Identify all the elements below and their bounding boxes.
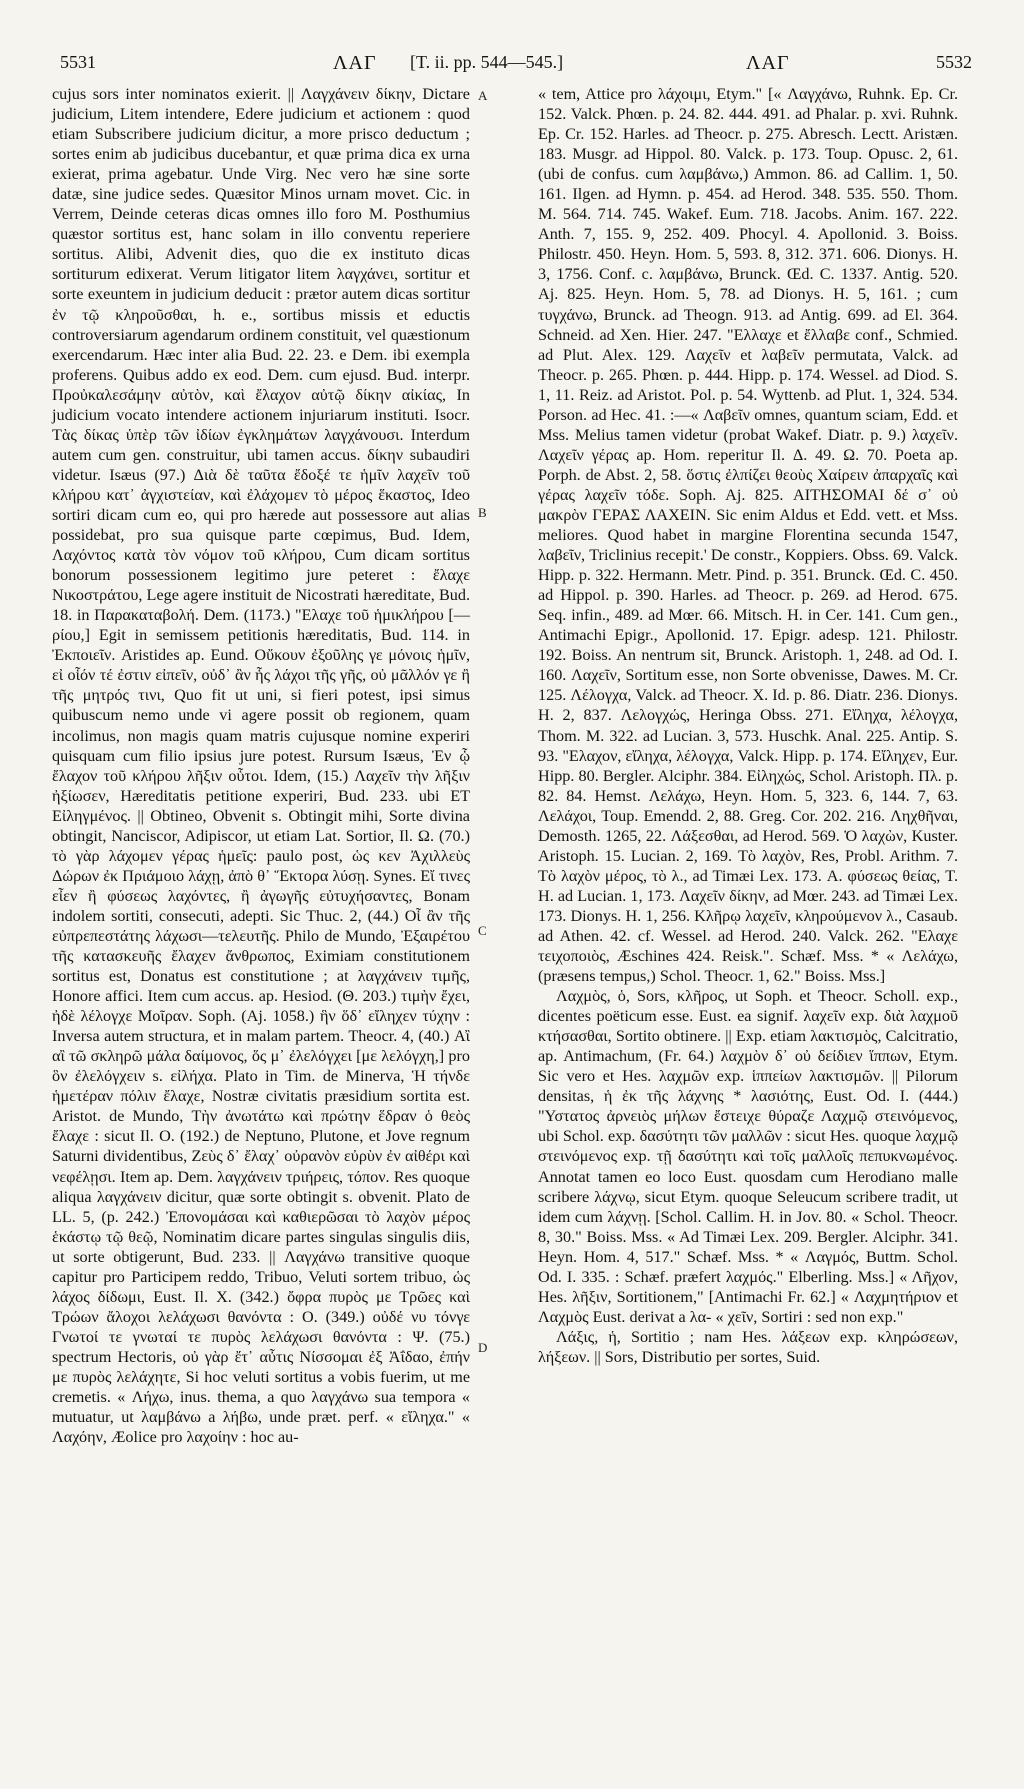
running-headword-right: ΛΑΓ	[746, 52, 790, 74]
page-header	[60, 52, 972, 82]
section-marker-c: C	[478, 923, 487, 938]
section-marker-d: D	[478, 1340, 488, 1355]
right-column-paragraph: « tem, Attice pro λάχοιμι, Etym." [« Λαγχάνω, Ruhnk. Ep. Cr. 152. Valck. Phœn. p. 24. 82. 444. 491. ad Phalar. p. xvi. Ruhnk. Ep. Cr. 152. Harles. ad Theocr. p. 275. Abresch. Lectt. Aristæn. 183. Musgr. ad Hippol. 80. Valck. p. 173. Toup. Opusc. 2, 61. (ubi de confus. cum λαμβάνω,) Ammon. 86. ad Callim. 1, 50. 161. Ilgen. ad Hymn. p. 454. ad Herod. 348. 535. 550. Thom. M. 564. 714. 745. Wakef. Eum. 718. Jacobs. Anim. 167. 222. Anth. 7, 155. 9, 252. 409. Phocyl. 4. Apollonid. 3. Boiss. Philostr. 450. Heyn. Hom. 5, 593. 8, 312. 371. 606. Dionys. H. 3, 1756. Conf. c. λαμβάνω, Brunck. Œd. C. 1337. Antig. 520. Aj. 825. Heyn. Hom. 5, 78. ad Dionys. H. 5, 161. ; cum τυγχάνω, Brunck. ad Theogn. 913. ad Antig. 699. ad El. 364. Schneid. ad Xen. Hier. 247. "Ελλαχε et ἔλλαβε conf., Schmied. ad Plut. Alex. 129. Λαχεῖν et λαβεῖν permutata, Valck. ad Theocr. p. 265. Phœn. p. 444. Hipp. p. 174. Wessel. ad Diod. S. 1, 11. Reiz. ad Aristot. Pol. p. 54. Wyttenb. ad Plut. 1, 324. 534. Porson. ad Hec. 41. :—« Λαβεῖν omnes, quantum sciam, Edd. et Mss. Melius tamen videtur (probat Wakef. Diatr. p. 9.) λαχεῖν. Λαχεῖν γέρας ap. Hom. reperitur Il. Δ. 49. Ω. 70. Poeta ap. Porph. de Abst. 2, 58. ὅστις ἐλπίζει θεοὺς Χαίρειν ἀπαρχαῖς καὶ γέρας λαχεῖν τόδε. Soph. Aj. 825. ΑΙΤΗΣΟΜΑΙ δέ σ᾽ οὐ μακρὸν ΓΕΡΑΣ ΛΑΧΕΙΝ. Sic enim Aldus et Edd. vett. et Mss. meliores. Quod habet in margine Florentina secunda 1547, λαβεῖν, Triclinius recepit.' De constr., Koppiers. Obss. 69. Valck. Hipp. p. 322. Hermann. Metr. Pind. p. 351. Brunck. Œd. C. 450. ad Hippol. p. 390. Harles. ad Theocr. p. 269. ad Herod. 675. Seq. infin., 489. ad Mœr. 66. Mitsch. H. in Cer. 141. Cum gen., Antimachi Epigr., Apollonid. 17. Epigr. adesp. 121. Philostr. 192. Boiss. An nentrum sit, Brunck. Aristoph. 1, 248. ad Od. I. 160. Λαχεῖν, Sortitum esse, non Sorte obvenisse, Dawes. M. Cr. 125. Λέλογχα, Valck. ad Theocr. X. Id. p. 86. Diatr. 236. Dionys. H. 2, 837. Λελογχώς, Heringa Obss. 271. Εἴληχα, λέλογχα, Thom. M. 322. ad Lucian. 3, 573. Huschk. Anal. 225. Antip. S. 93. "Ελαχον, εἴληχα, λέλογχα, Valck. Hipp. p. 174. Εἴληχεν, Eur. Hipp. 80. Bergler. Alciphr. 384. Εἰληχώς, Schol. Aristoph. Πλ. p. 82. 84. Hemst. Λελάχω, Heyn. Hom. 5, 323. 6, 144. 7, 63. Λελάχοι, Toup. Emendd. 2, 88. Greg. Cor. 202. 216. Ληχθῆναι, Demosth. 1265, 22. Λάξεσθαι, ad Herod. 569. Ὁ λαχὼν, Kuster. Aristoph. 15. Lucian. 2, 169. Τὸ λαχὸν, Res, Probl. Arithm. 7. Τὸ λαχὸν μέρος, τὸ λ., ad Timæi Lex. 173. Α. φύσεως θείας, T. H. ad Lucian. 1, 173. Λαχεῖν δίκην, ad Mœr. 243. ad Timæi Lex. 173. Dionys. H. 1, 256. Κλῆρῳ λαχεῖν, κληρούμενον λ., Casaub. ad Athen. 42. cf. Wessel. ad Herod. 240. Valck. 262. "Ελαχε τειχοποιὸς, Æschines 424. Reisk.". Schæf. Mss. * « Λελάχω, (præsens tempus,) Schol. Theocr. 1, 62." Boiss. Mss.]	[538, 85, 958, 986]
right-column-paragraph: Λάξις, ἡ, Sortitio ; nam Hes. λάξεων exp. κληρώσεων, λήξεων. || Sors, Distributio per sortes, Suid.	[538, 1327, 958, 1366]
page-number-right: 5532	[936, 52, 972, 72]
volume-reference: [T. ii. pp. 544—545.]	[410, 52, 564, 72]
left-column	[52, 84, 470, 1447]
left-column-text: cujus sors inter nominatos exierit. || Λαγχάνειν δίκην, Dictare judicium, Litem intendere, Edere judicium et actionem : quod etiam Subscribere judicium dicitur, a more prisco deductum ; sortes enim ab judicibus ducebantur, et quæ prima dica ex urna exierat, prima agebatur. Unde Virg. Nec vero hæ sine sorte datæ, sine judice sedes. Quæsitor Minos urnam movet. Cic. in Verrem, Deinde ceteras dicas omnes illo foro M. Posthumius quæstor sortitus est, hanc solam in illo conventu reperiere sortitus. Alibi, Advenit dies, quo die ex instituto dicas sortiturum edixerat. Verum litigator litem λαγχάνει, sortitur et sorte exeuntem in judicium deducit : prætor autem dicas sortitur ἐν τῷ κληροῦσθαι, h. e., sortibus missis et eductis controversiarum agendarum ordinem constituit, vel quæstionum exercendarum. Hæc inter alia Bud. 22. 23. e Dem. ibi exempla proferens. Quibus addo ex eod. Dem. cum ejusd. Bud. interpr. Προὐκαλεσάμην αὐτὸν, καὶ ἔλαχον αὐτῷ δίκην αἰκίας, In judicium vocato intendere actionem injuriarum instituti. Isocr. Τὰς δίκας ὑπὲρ τῶν ἰδίων ἐγκλημάτων λαγχάνουσι. Interdum autem cum gen. construitur, ubi tamen accus. δίκην subaudiri videtur. Isæus (97.) Διὰ δὲ ταῦτα ἔδοξέ τε ἡμῖν λαχεῖν τοῦ κλήρου κατ᾽ ἀγχιστείαν, καὶ ἐλάχομεν τὸ μέρος ἕκαστος, Ideo sortiri dicam cum eo, qui pro hærede aut possessore aut alias possidebat, pro sua quisque parte cœpimus, Bud. Idem, Λαχόντος κατὰ τὸν νόμον τοῦ κλήρου, Cum dicam sortitus bonorum possessionem legitimo jure peteret : ἔλαχε Νικοστράτου, Lege agere instituit de Nicostrati hæreditate, Bud. 18. in Παρακαταβολή. Dem. (1173.) "Ελαχε τοῦ ἡμικλήρου [—ρίου,] Egit in semissem petitionis hæreditatis, Bud. 114. in Ἐκποιεῖν. Aristides ap. Eund. Οὔκουν ἐξοῦλης γε μόνοις ἡμῖν, εἰ οἷόν τέ ἐστιν εἰπεῖν, οὐδ᾽ ἂν ἧς λάχοι τῆς γῆς, οὐ μᾶλλόν γε ἢ τῆς μητρός τινι, Quo fit ut uni, si fieri potest, ipsi simus quibuscum nemo unde vi agere possit ob regionem, quam incolimus, non magis quam matris cujusque nomine experiri quisquam cum filio ipsius jure potest. Rursum Isæus, Ἐν ᾧ ἔλαχον τοῦ κλήρου λῆξιν οὗτοι. Idem, (15.) Λαχεῖν τὴν λῆξιν ἠξίωσεν, Hæreditatis petitione experiri, Bud. 233. ubi ET Εἰληγμένος. || Obtineo, Obvenit s. Obtingit mihi, Sorte divina obtingit, Nanciscor, Adipiscor, ut etiam Lat. Sortior, Il. Ω. (70.) τὸ γὰρ λάχομεν γέρας ἡμεῖς: paulo post, ὡς κεν Ἀχιλλεὺς Δώρων ἐκ Πριάμοιο λάχῃ, ἀπὸ θ᾽ Ἕκτορα λύσῃ. Synes. Εἴ τινες εἶεν ἢ φύσεως λαχόντες, ἢ ἀγωγῆς εὐτυχήσαντες, Bonam indolem sortiti, consecuti, adepti. Sic Thuc. 2, (44.) Οἷ ἂν τῆς εὐπρεπεστάτης λάχωσι—τελευτῆς. Philo de Mundo, Ἐξαιρέτου τῆς κατασκευῆς ἔλαχεν ἄνθρωπος, Eximiam constitutionem sortitus est, Donatus est constitutione ; at λαγχάνειν τιμῆς, Honore affici. Item cum accus. ap. Hesiod. (Θ. 203.) τιμὴν ἔχει, ἠδὲ λέλογχε Μοῖραν. Soph. (Aj. 1058.) ἣν ὅδ᾽ εἴληχεν τύχην : Inversa autem structura, et in malam partem. Theocr. 4, (40.) Αἲ αἲ τῶ σκληρῶ μάλα δαίμονος, ὅς μ᾽ ἐλελόγχει [με λελόγχη,] pro ὃν ἐλελόγχειν s. εἰλήχα. Plato in Tim. de Minerva, Ἡ τήνδε ἡμετέραν πόλιν ἔλαχε, Nostræ civitatis præsidium sortita est. Aristot. de Mundo, Τὴν ἀνωτάτω καὶ πρώτην ἕδραν ὁ θεὸς ἔλαχε : sicut Il. O. (192.) de Neptuno, Plutone, et Jove regnum Saturni dividentibus, Ζεὺς δ᾽ ἔλαχ᾽ οὐρανὸν εὐρὺν ἐν αἰθέρι καὶ νεφέλῃσι. Item ap. Dem. λαγχάνειν τριήρεις, τόπον. Res quoque aliqua λαγχάνειν dicitur, quæ sorte obtingit s. obvenit. Plato de LL. 5, (p. 242.) Ἐπονομάσαι καὶ καθιερῶσαι τὸ λαχὸν μέρος ἑκάστῳ τῷ θεῷ, Nominatim dicare partes singulas singulis diis, ut sorte obtigerunt, Bud. 233. || Λαγχάνω transitive quoque capitur pro Participem reddo, Tribuo, Veluti sortem tribuo, ὡς λάχος δίδωμι, Eust. Il. X. (342.) ὄφρα πυρὸς με Τρῶες καὶ Τρώων ἄλοχοι λελάχωσι θανόντα : O. (349.) οὐδέ νυ τόνγε Γνωτοί τε γνωταί τε πυρὸς λελάχωσι θανόντα : Ψ. (75.) spectrum Hectoris, οὐ γὰρ ἔτ᾽ αὖτις Νίσσομαι ἐξ Ἀΐδαο, ἐπήν με πυρὸς λελάχητε, Si hoc veluti sortitus a vobis fuerim, ut me cremetis. « Λήχω, inus. thema, a quo λαγχάνω sua tempora « mutuatur, ut λαμβάνω a λήβω, unde præt. perf. « εἴληχα." « Λαχόην, Æolice pro λαχοίην : hoc au-	[52, 85, 470, 1447]
section-marker-a: A	[478, 88, 488, 103]
section-marker-b: B	[478, 505, 487, 520]
right-column	[538, 84, 958, 1367]
right-column-paragraph: Λαχμὸς, ὁ, Sors, κλῆρος, ut Soph. et Theocr. Scholl. exp., dicentes poëticum esse. Eust. ea signif. λαχεῖν exp. διὰ λαχμοῦ κτήσασθαι, Sortito obtinere. || Exp. etiam λακτισμὸς, Calcitratio, ap. Antimachum, (Fr. 64.) λαχμὸν δ᾽ οὐ δείδιεν ἵππων, Etym. Sic vero et Hes. λαχμῶν exp. ἱππείων λακτισμῶν. || Pilorum densitas, ἡ ἐκ τῆς λάχνης * λασιότης, Eust. Od. I. (444.) "Υστατος ἀρνειὸς μήλων ἔστειχε θύραζε Λαχμῷ στεινόμενος, ubi Schol. exp. δασύτητι τῶν μαλλῶν : sicut Hes. quoque λαχμῷ στεινόμενος exp. τῇ δασύτητι καὶ τοῖς μαλλοῖς πεπυκνωμένος. Annotat tamen eo loco Eust. quosdam cum Herodiano malle scribere λάχνῳ, sicut Etym. quoque Seleucum scribere tradit, ut idem cum λάχνῃ. [Schol. Callim. H. in Jov. 80. « Schol. Theocr. 8, 30." Boiss. Mss. « Ad Timæi Lex. 209. Bergler. Alciphr. 341. Heyn. Hom. 4, 517." Schæf. Mss. * « Λαγμός, Buttm. Schol. Od. I. 335. : Schæf. præfert λαχμός." Elberling. Mss.] « Λῆχον, Hes. λῆξιν, Sortitionem," [Antimachi Fr. 62.] « Λαχμητήριον et Λαχμὸς Eust. derivat a λα- « χεῖν, Sortiri : sed non exp."	[538, 987, 958, 1326]
running-headword-left: ΛΑΓ	[333, 52, 377, 74]
page-number-left: 5531	[60, 52, 96, 72]
